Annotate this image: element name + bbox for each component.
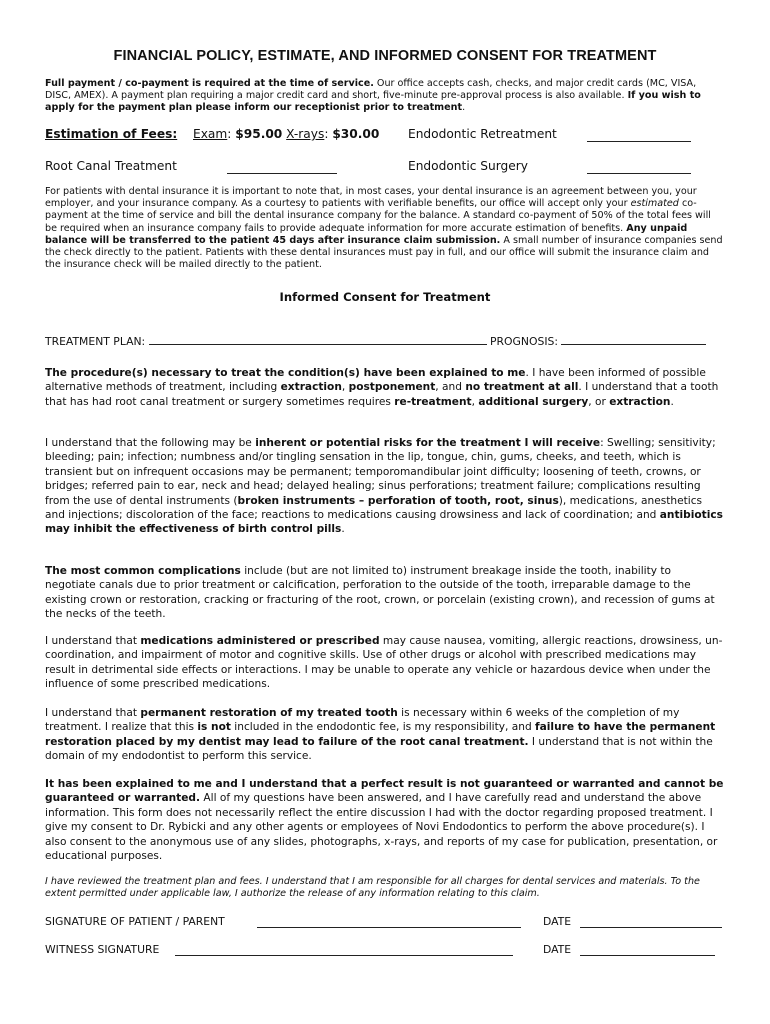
- medications-paragraph: I understand that medications administered or prescribed may cause nausea, vomiting, allergic reactions, drowsiness, un-coordination, and impairment of motor and cognitive skills. Use of other drugs or alcohol with prescribed medications may result in detrimental side effects or interactions. I may be unable to operate any vehicle or hazardous device when under the influence of some prescribed medications.: [45, 635, 723, 691]
- root-canal-fee-field[interactable]: [227, 163, 337, 174]
- treatment-plan-row: [45, 334, 706, 348]
- retreatment-label: Endodontic Retreatment: [408, 127, 557, 141]
- payment-plan-notice: If you wish to apply for the payment plan please inform our receptionist prior to treatment: [45, 90, 701, 114]
- surgery-label: Endodontic Surgery: [408, 159, 528, 173]
- exam-value: $95.00: [235, 127, 283, 141]
- xrays-label: X-rays: [286, 127, 325, 141]
- payment-bold-statement: Full payment / co-payment is required at the time of service.: [45, 78, 374, 89]
- patient-signature-label: SIGNATURE OF PATIENT / PARENT: [45, 915, 225, 928]
- prognosis-label: PROGNOSIS:: [486, 335, 562, 348]
- consent-heading: Informed Consent for Treatment: [279, 290, 491, 304]
- patient-date-field[interactable]: [580, 917, 722, 928]
- review-acknowledgement: I have reviewed the treatment plan and fees. I understand that I am responsible for all charges for dental services and materials. To the extent permitted under applicable law, I authorize the release of any information relating to this claim.: [45, 876, 700, 900]
- risks-paragraph: I understand that the following may be inherent or potential risks for the treatment I will receive: Swelling; sensitivity; bleeding; pain; infection; numbness and/or tingling sensation in the lip, tongue, chin, gums, cheeks, and teeth, which is transient but on infrequent occasions may be permanent; temporomandibular joint difficulty; loosening of teeth, crowns, or bridges; referred pain to ear, neck and head; delayed healing; sinus perforations; treatment failure; complications resulting from the use of dental instruments (broken instruments – perforation of tooth, root, sinus), medications, anesthetics and injections; discoloration of the face; reactions to medications causing drowsiness and lack of coordination; and antibiotics may inhibit the effectiveness of birth control pills.: [45, 437, 723, 536]
- xrays-value: $30.00: [332, 127, 380, 141]
- treatment-plan-label: TREATMENT PLAN:: [45, 335, 149, 348]
- procedure-explained-paragraph: The procedure(s) necessary to treat the condition(s) have been explained to me. I have been informed of possible alternative methods of treatment, including extraction, postponement, and no treatment at all. I understand that a tooth that has had root canal treatment or surgery sometimes requires re-treatment, additional surgery, or extraction.: [45, 367, 719, 408]
- patient-date-label: DATE: [543, 915, 572, 928]
- payment-policy-paragraph: Full payment / co-payment is required at the time of service. Our office accepts cash, checks, and major credit cards (MC, VISA, DISC, AMEX). A payment plan requiring a major credit card and short, five-minute pre-approval process is also available. If you wish to apply for the payment plan please inform our receptionist prior to treatment.: [45, 78, 701, 114]
- witness-date-label: DATE: [543, 943, 572, 956]
- insurance-paragraph: For patients with dental insurance it is important to note that, in most cases, your dental insurance is an agreement between you, your employer, and your insurance company. As a courtesy to patients with verifiable benefits, our office will accept only your estimated co-payment at the time of service and bill the dental insurance company for the balance. A standard co-payment of 50% of the total fees will be required when an insurance company fails to provide adequate information for more accurate estimation of benefits. Any unpaid balance will be transferred to the patient 45 days after insurance claim submission. A small number of insurance companies send the check directly to the patient. Patients with these dental insurances must pay in full, and our office will submit the insurance claim and the insurance check will be mailed directly to the patient.: [45, 186, 723, 271]
- estimation-of-fees-label: Estimation of Fees:: [45, 127, 178, 141]
- unpaid-balance-notice: Any unpaid balance will be transferred to the patient 45 days after insurance claim submission.: [45, 222, 688, 246]
- fees-row-1: [45, 127, 177, 141]
- retreatment-fee-field[interactable]: [587, 131, 691, 142]
- permanent-restoration-paragraph: I understand that permanent restoration of my treated tooth is necessary within 6 weeks of the completion of my treatment. I realize that this is not included in the endodontic fee, is my responsibility, and failure to have the permanent restoration placed by my dentist may lead to failure of the root canal treatment. I understand that is not within the domain of my endodontist to perform this service.: [45, 707, 716, 763]
- no-guarantee-paragraph: It has been explained to me and I understand that a perfect result is not guaranteed or warranted and cannot be guaranteed or warranted. All of my questions have been answered, and I have carefully read and understand the above information. This form does not necessarily reflect the entire discussion I had with the doctor regarding proposed treatment. I give my consent to Dr. Rybicki and any other agents or employees of Novi Endodontics to perform the above procedure(s). I also consent to the anonymous use of any slides, photographs, x-rays, and reports of my case for publication, presentation, or educational purposes.: [45, 778, 724, 863]
- root-canal-label: Root Canal Treatment: [45, 159, 177, 173]
- treatment-plan-field[interactable]: [149, 334, 487, 345]
- witness-date-field[interactable]: [580, 945, 715, 956]
- prognosis-field[interactable]: [561, 334, 706, 345]
- page-title: FINANCIAL POLICY, ESTIMATE, AND INFORMED CONSENT FOR TREATMENT: [113, 48, 657, 64]
- surgery-fee-field[interactable]: [587, 163, 691, 174]
- witness-signature-field[interactable]: [175, 945, 513, 956]
- exam-label: Exam: [193, 127, 228, 141]
- complications-paragraph: The most common complications include (but are not limited to) instrument breakage inside the tooth, inability to negotiate canals due to prior treatment or calcification, perforation to the outside of the tooth, irreparable damage to the existing crown or restoration, cracking or fracturing of the root, crown, or porcelain (existing crown), and recession of gums at the necks of the teeth.: [45, 565, 715, 621]
- patient-signature-field[interactable]: [257, 917, 521, 928]
- exam-fee: Exam: $95.00 X-rays: $30.00: [193, 127, 380, 141]
- witness-signature-label: WITNESS SIGNATURE: [45, 943, 160, 956]
